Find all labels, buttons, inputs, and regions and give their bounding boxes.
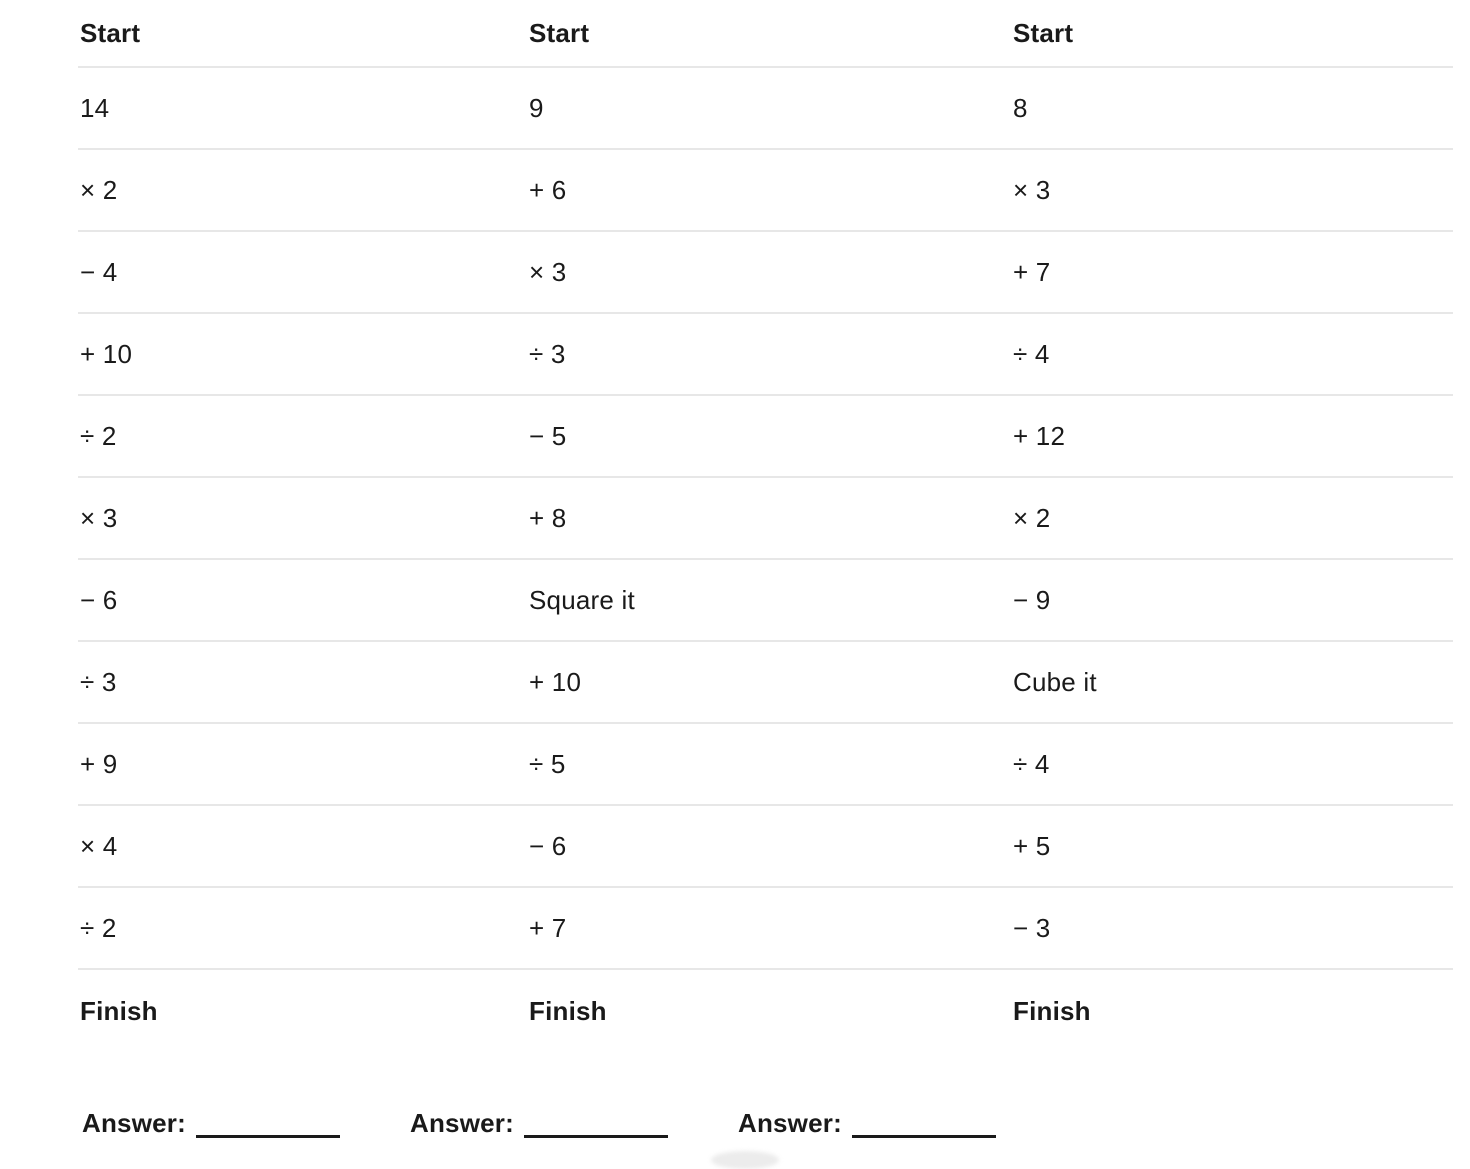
operation-step: × 3 [80,502,118,533]
operation-step: ÷ 4 [1013,748,1050,779]
worksheet-step-row [78,150,1453,232]
operation-step: × 4 [80,830,118,861]
operation-step: + 9 [80,748,118,779]
column-finish-footer: Finish [529,995,607,1026]
operation-step: + 12 [1013,420,1066,451]
operation-step: + 10 [529,666,582,697]
operation-step: − 4 [80,256,118,287]
answer-item [410,1108,668,1139]
operation-step: ÷ 3 [529,338,566,369]
operation-step: − 5 [529,420,567,451]
operation-step: × 3 [1013,174,1051,205]
operation-step: × 3 [529,256,567,287]
operation-step: ÷ 3 [80,666,117,697]
operation-step: + 5 [1013,830,1051,861]
operation-step: − 3 [1013,912,1051,943]
operation-step: ÷ 2 [80,912,117,943]
worksheet-step-row [78,68,1453,150]
operation-step: Square it [529,584,635,615]
operation-step: + 7 [529,912,567,943]
answer-blank-line[interactable] [196,1135,340,1138]
answer-blank-line[interactable] [524,1135,668,1138]
column-start-header: Start [80,17,141,48]
answer-blank-line[interactable] [852,1135,996,1138]
worksheet-step-row [78,642,1453,724]
answer-item [738,1108,996,1139]
worksheet-step-row [78,314,1453,396]
operation-step: 14 [80,92,110,123]
answer-label: Answer: [409,1108,514,1138]
answer-label: Answer: [82,1108,186,1138]
operation-step: + 10 [80,338,133,369]
column-finish-footer: Finish [1013,995,1091,1026]
worksheet-step-row [78,888,1453,970]
worksheet-step-row [78,806,1453,888]
operation-step: + 7 [1013,256,1051,287]
operation-step: ÷ 4 [1013,338,1050,369]
answer-section [82,1108,996,1139]
worksheet-finish-row [78,970,1453,1052]
operation-step: − 6 [80,584,118,615]
operation-step: ÷ 5 [529,748,566,779]
operation-step: − 9 [1013,584,1051,615]
operation-step: 8 [1013,92,1028,123]
worksheet-header-row [78,0,1453,68]
column-start-header: Start [529,17,590,48]
operation-step: 9 [529,92,544,123]
answer-item [82,1108,340,1139]
worksheet-step-row [78,478,1453,560]
worksheet-step-row [78,396,1453,478]
column-start-header: Start [1013,17,1074,48]
column-finish-footer: Finish [80,995,158,1026]
operation-step: + 6 [529,174,567,205]
operation-step: Cube it [1013,666,1097,697]
operation-step: × 2 [80,174,118,205]
operation-step: + 8 [529,502,567,533]
operation-step: − 6 [529,830,567,861]
worksheet-table [78,0,1453,1052]
worksheet-step-row [78,560,1453,642]
worksheet-step-row [78,724,1453,806]
worksheet-step-row [78,232,1453,314]
operation-step: ÷ 2 [80,420,117,451]
operation-step: × 2 [1013,502,1051,533]
bottom-edge-blob [711,1151,779,1169]
answer-label: Answer: [737,1108,842,1138]
